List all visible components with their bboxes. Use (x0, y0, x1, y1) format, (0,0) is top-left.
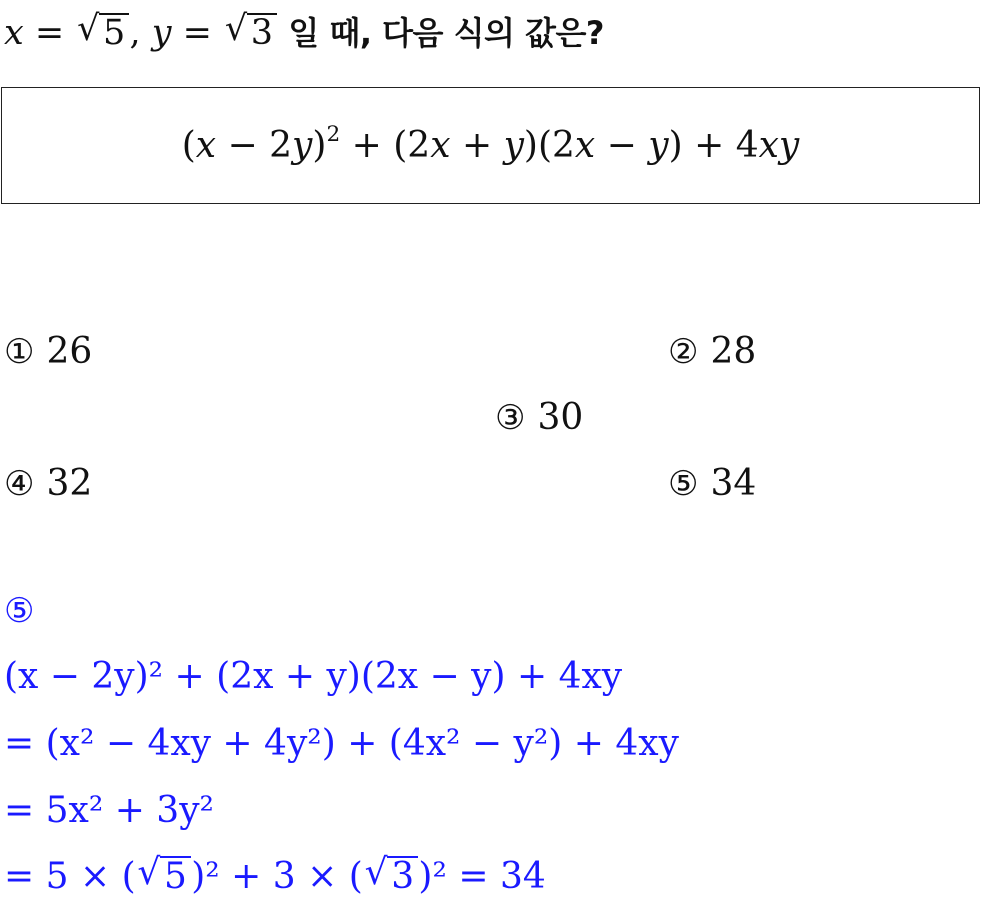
solution-line-3: = 5x² + 3y² (4, 790, 214, 831)
solution-line-4: = 5 × ( √ 5 )² + 3 × ( √ 3 )² = 34 (4, 852, 546, 902)
choice-mark: ④ (4, 464, 35, 504)
solution-line-1: (x − 2y)² + (2x + y)(2x − y) + 4xy (4, 656, 623, 697)
choice-mark: ① (4, 332, 35, 372)
equals-sign: = (34, 13, 65, 53)
choice-value: 32 (46, 463, 93, 504)
choice-value: 34 (710, 463, 757, 504)
sqrt-3-solution: √ 3 (365, 852, 419, 902)
question-line (4, 8, 604, 58)
expression-box (1, 87, 980, 204)
choice-value: 26 (46, 331, 93, 372)
choice-value: 30 (537, 397, 584, 438)
question-text: 일 때, 다음 식의 값은? (288, 14, 604, 52)
var-y: y (151, 13, 172, 53)
choice-value: 28 (710, 331, 757, 372)
choice-mark: ③ (495, 398, 526, 438)
var-x: x (4, 13, 24, 53)
expression: $(x - 2y)^2 + (2x + y)(2x - y) + 4xy$ (181, 121, 800, 166)
solution-line-2: = (x² − 4xy + 4y²) + (4x² − y²) + 4xy (4, 723, 679, 764)
sqrt-3: √ 3 (225, 8, 277, 58)
choice-mark: ② (668, 332, 699, 372)
equals-sign-2: = (182, 13, 212, 53)
solution-answer: ⑤ (4, 591, 35, 631)
choice-3[interactable] (495, 396, 583, 440)
sqrt-5-solution: √ 5 (137, 852, 191, 902)
comma: , (129, 13, 141, 53)
choice-mark: ⑤ (668, 464, 699, 504)
choice-5[interactable] (668, 462, 756, 506)
choice-2[interactable] (668, 330, 756, 374)
sqrt-5: √ 5 (77, 8, 129, 58)
choice-1[interactable] (4, 330, 92, 374)
choice-4[interactable] (4, 462, 92, 506)
